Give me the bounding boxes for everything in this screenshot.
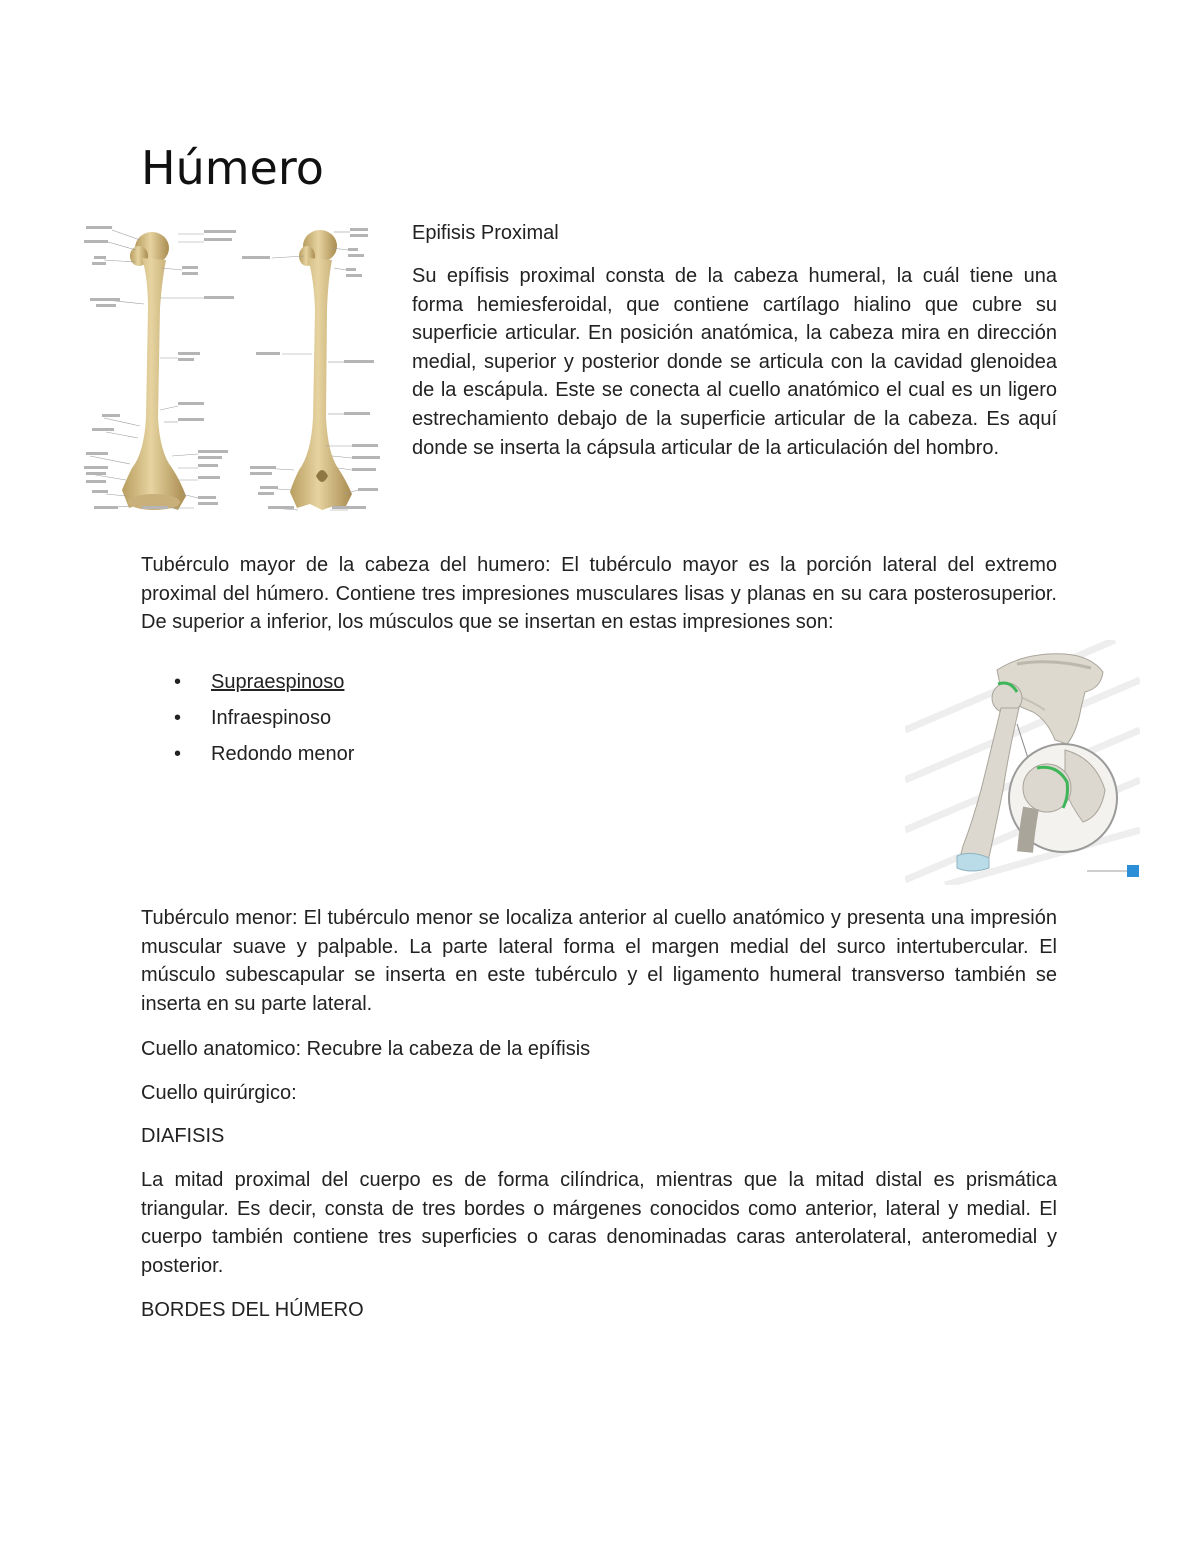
page-title: Húmero (141, 141, 324, 195)
diafisis-heading: DIAFISIS (141, 1125, 225, 1147)
muscle-label: Redondo menor (211, 743, 355, 765)
badge-icon (1127, 865, 1139, 877)
cuello-anatomico-line: Cuello anatomico: Recubre la cabeza de la epífisis (141, 1038, 591, 1060)
tuberculo-menor-paragraph: Tubérculo menor: El tubérculo menor se localiza anterior al cuello anatómico y presenta una impresión muscular suave y palpable. La parte lateral forma el margen medial del surco intertubercular. El músculo subescapular se inserta en este tubérculo y el ligamento humeral transverso también se inserta en su parte lateral. (141, 907, 1057, 1015)
list-item (141, 700, 354, 736)
muscle-label: Supraespinoso (211, 671, 345, 693)
tuberculo-mayor-paragraph: Tubérculo mayor de la cabeza del humero: El tubérculo mayor es la porción lateral del extremo proximal del húmero. Contiene tres impresiones musculares lisas y planas en su cara posterosuperior. De superior a inferior, los músculos que se insertan en estas impresiones son: (141, 554, 1057, 634)
list-item (141, 736, 354, 772)
humerus-illustration (82, 218, 387, 520)
bullet-icon: • (174, 707, 182, 729)
muscle-label: Infraespinoso (211, 707, 332, 729)
humerus-anterior-view (122, 232, 186, 510)
shoulder-joint-illustration (905, 640, 1140, 885)
epifisis-heading: Epifisis Proximal (412, 222, 559, 244)
bordes-heading: BORDES DEL HÚMERO (141, 1299, 364, 1321)
epifisis-paragraph: Su epífisis proximal consta de la cabeza humeral, la cuál tiene una forma hemiesferoidal, que contiene cartílago hialino que cubre su superficie articular. En posición anatómica, la cabeza mira en dirección medial, superior y posterior donde se articula con la cavidad glenoidea de la escápula. Este se conecta al cuello anatómico el cual es un ligero estrechamiento debajo de la superficie articular de la cabeza. Es aquí donde se inserta la cápsula articular de la articulación del hombro. (412, 265, 1057, 459)
muscle-list (141, 664, 354, 772)
humerus-posterior-view (290, 230, 352, 510)
magnified-inset (1009, 744, 1117, 852)
cuello-quirurgico-line: Cuello quirúrgico: (141, 1082, 297, 1104)
bullet-icon: • (174, 743, 182, 765)
list-item (141, 664, 354, 700)
diafisis-paragraph: La mitad proximal del cuerpo es de forma cilíndrica, mientras que la mitad distal es prismática triangular. Es decir, consta de tres bordes o márgenes conocidos como anterior, lateral y medial. El cuerpo también contiene tres superficies o caras denominadas caras anterolateral, anteromedial y posterior. (141, 1169, 1057, 1277)
bullet-icon: • (174, 671, 182, 693)
